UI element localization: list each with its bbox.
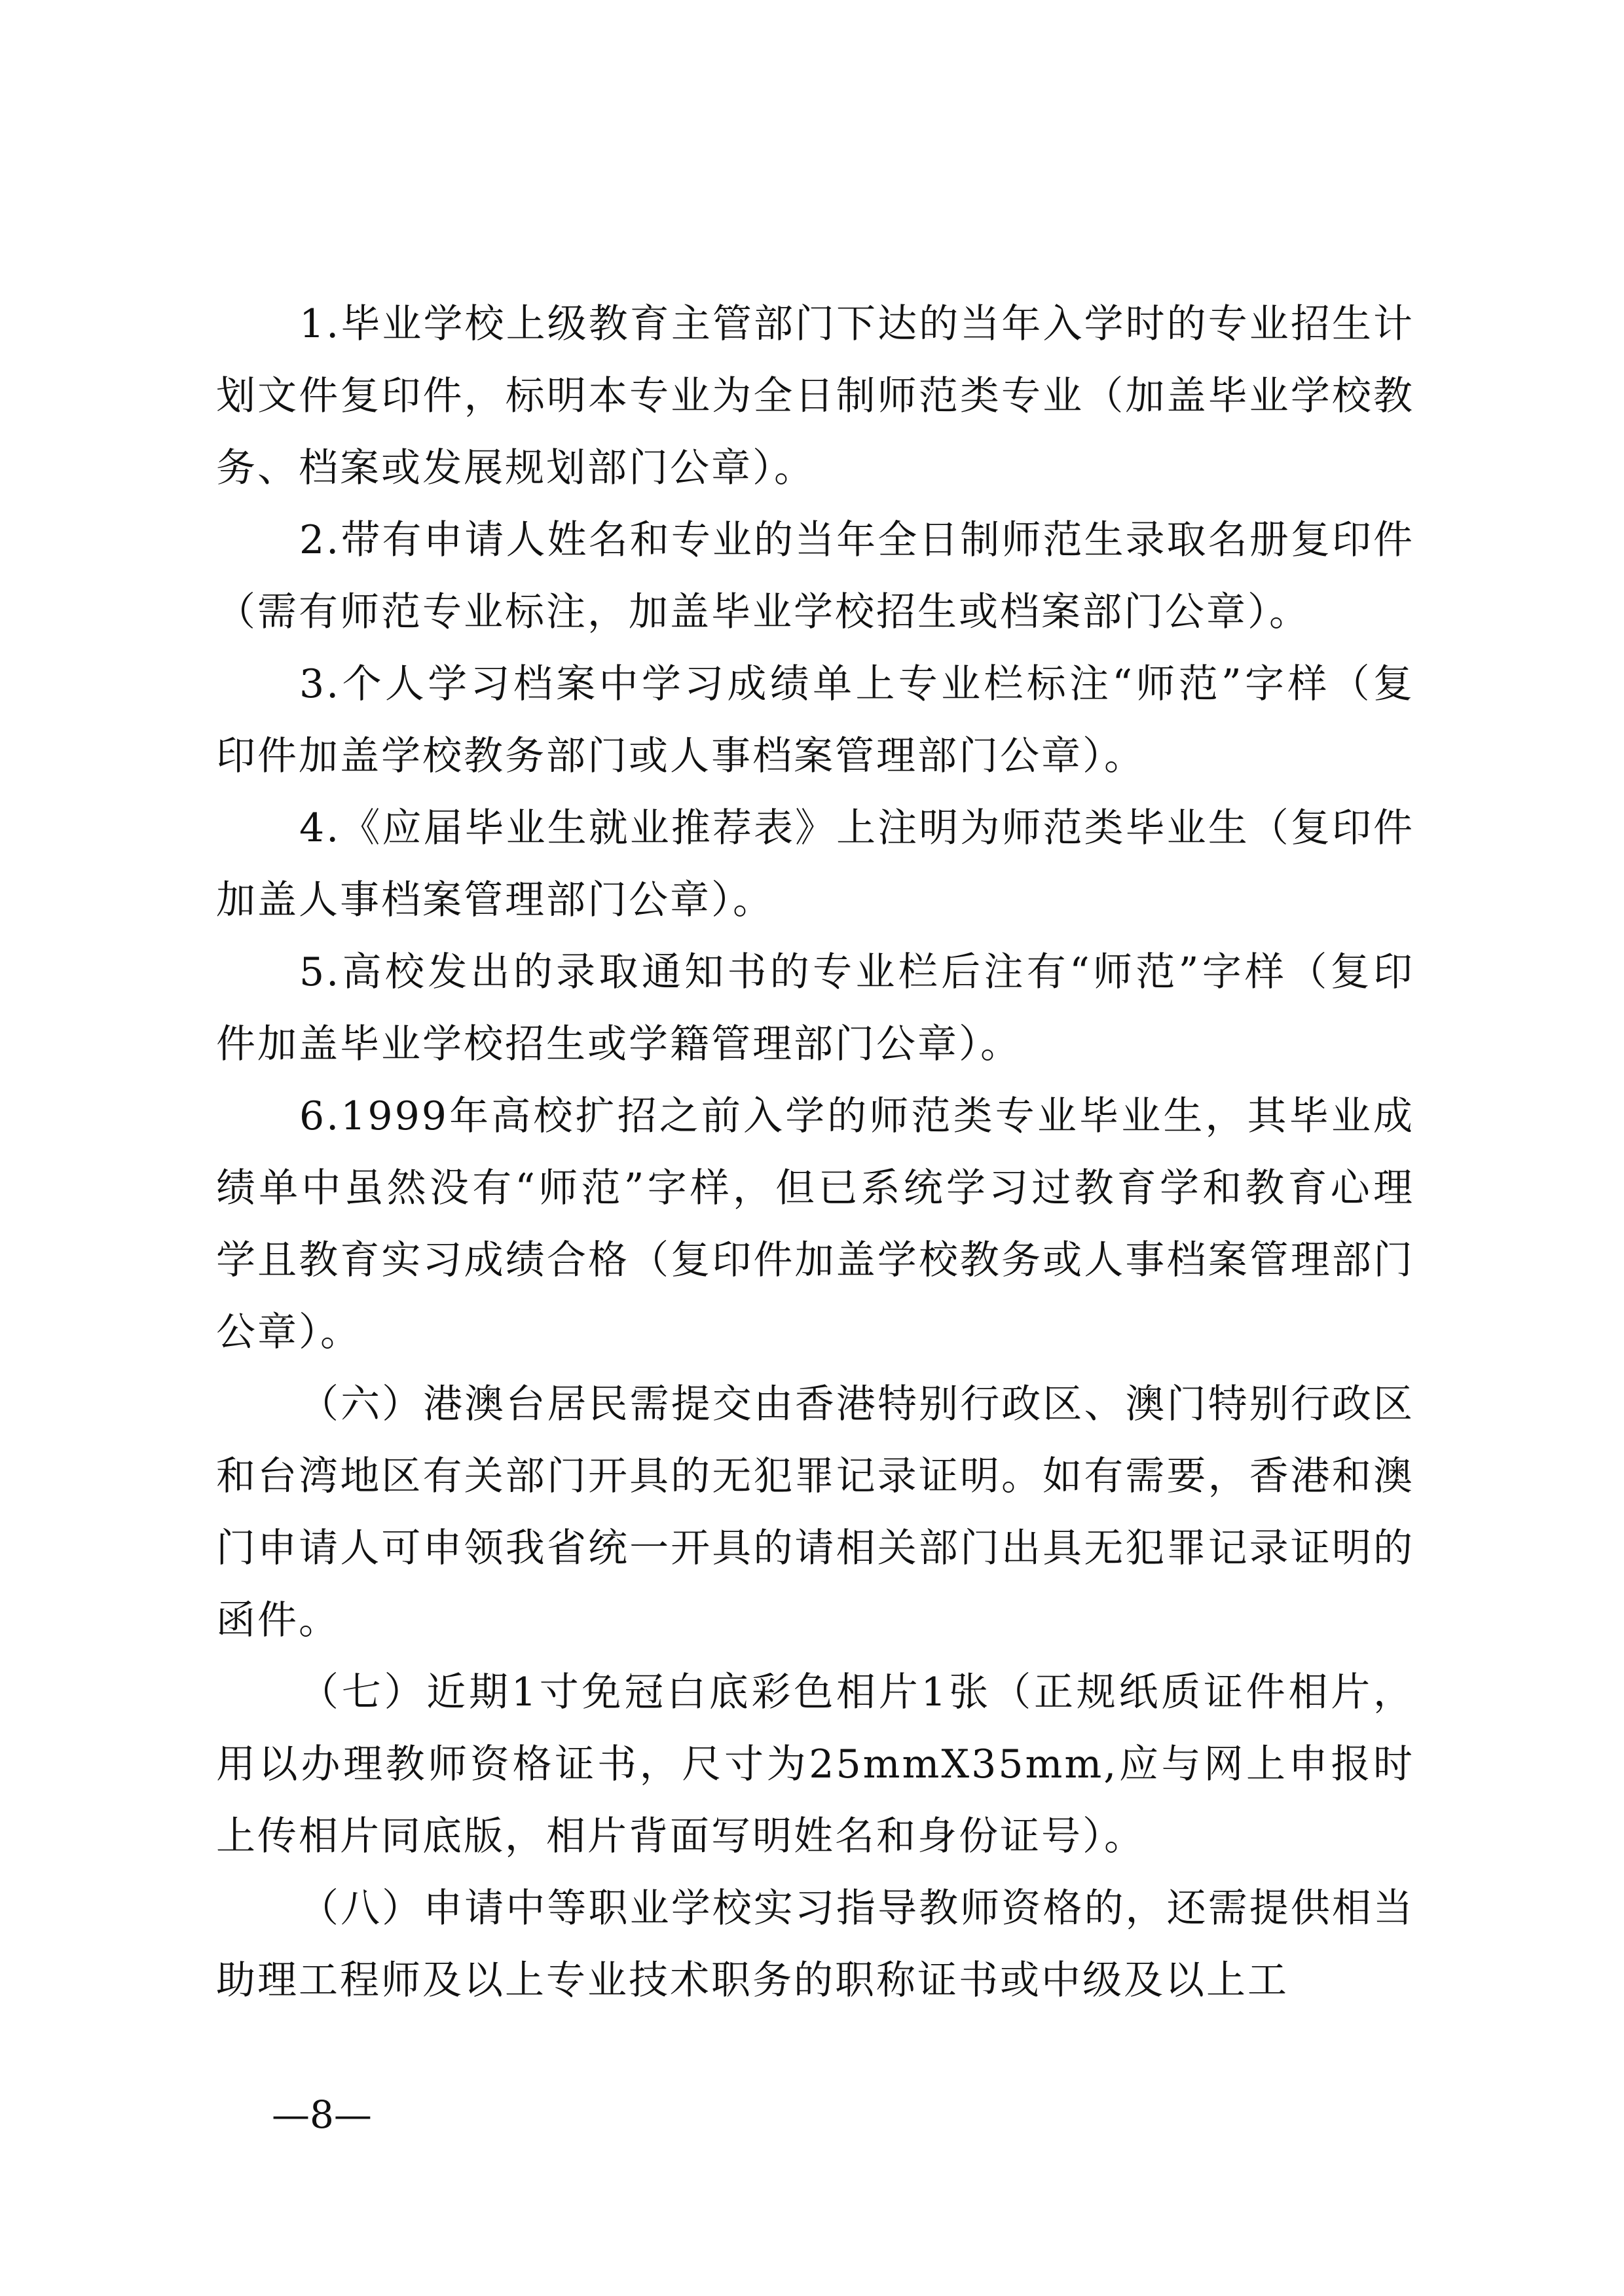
paragraph-section-7: （七）近期1寸免冠白底彩色相片1张（正规纸质证件相片，用以办理教师资格证书，尺寸为25mmX35mm,应与网上申报时上传相片同底版，相片背面写明姓名和身份证号）。: [216, 1669, 1414, 1859]
paragraph-item-1: 1.毕业学校上级教育主管部门下达的当年入学时的专业招生计划文件复印件，标明本专业为全日制师范类专业（加盖毕业学校教务、档案或发展规划部门公章）。: [216, 301, 1414, 491]
paragraph-section-6: （六）港澳台居民需提交由香港特别行政区、澳门特别行政区和台湾地区有关部门开具的无犯罪记录证明。如有需要，香港和澳门申请人可申领我省统一开具的请相关部门出具无犯罪记录证明的函件。: [216, 1381, 1414, 1643]
paragraph-item-2: 2.带有申请人姓名和专业的当年全日制师范生录取名册复印件（需有师范专业标注，加盖毕业学校招生或档案部门公章）。: [216, 517, 1414, 635]
document-body: [216, 288, 1414, 2016]
paragraph-item-5: 5.高校发出的录取通知书的专业栏后注有“师范”字样（复印件加盖毕业学校招生或学籍管理部门公章）。: [216, 949, 1414, 1067]
paragraph-item-6: 6.1999年高校扩招之前入学的师范类专业毕业生，其毕业成绩单中虽然没有“师范”字样，但已系统学习过教育学和教育心理学且教育实习成绩合格（复印件加盖学校教务或人事档案管理部门公章）。: [216, 1093, 1414, 1355]
page-number: —8—: [272, 2092, 372, 2137]
paragraph-item-4: 4.《应届毕业生就业推荐表》上注明为师范类毕业生（复印件加盖人事档案管理部门公章）。: [216, 805, 1414, 923]
paragraph-section-8: （八）申请中等职业学校实习指导教师资格的，还需提供相当助理工程师及以上专业技术职务的职称证书或中级及以上工: [216, 1886, 1414, 2003]
paragraph-item-3: 3.个人学习档案中学习成绩单上专业栏标注“师范”字样（复印件加盖学校教务部门或人事档案管理部门公章）。: [216, 661, 1414, 779]
